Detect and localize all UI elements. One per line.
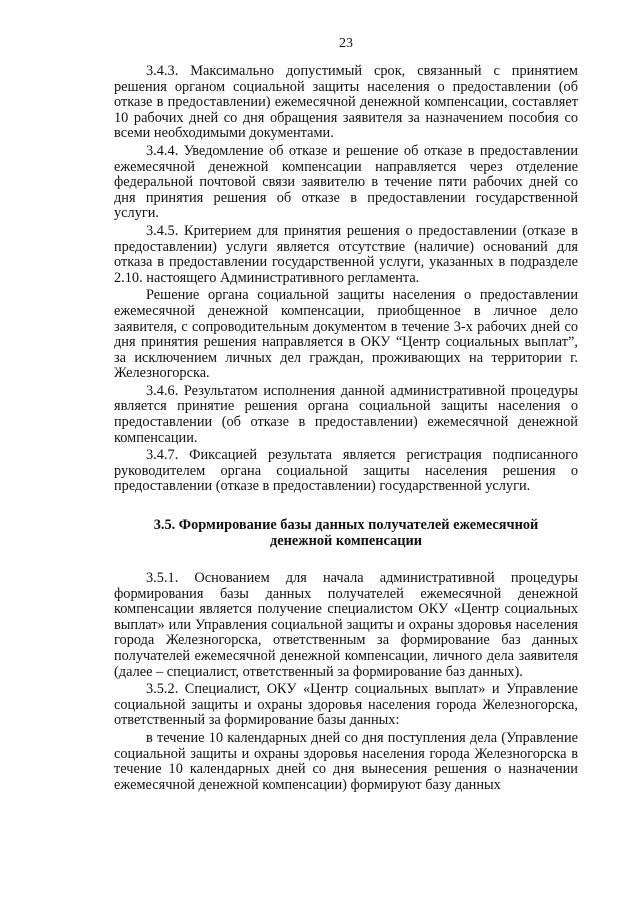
- paragraph-3-4-6: 3.4.6. Результатом исполнения данной административной процедуры является принятие решения органа социальной защиты населения о предоставлении (об отказе в предоставлении) ежемесячной денежной компенсации.: [114, 382, 578, 446]
- paragraph-3-4-4: 3.4.4. Уведомление об отказе и решение об отказе в предоставлении ежемесячной денежной компенсации направляется через отделение федеральной почтовой связи заявителю в течение пяти рабочих дней со дня принятия решения об отказе в предоставлении государственной услуги.: [114, 142, 578, 222]
- paragraph-10-days: в течение 10 календарных дней со дня поступления дела (Управление социальной защиты и охраны здоровья населения города Железногорска в течение 10 календарных дней со дня вынесения решения о назначении ежемесячной денежной компенсации) формируют базу данных: [114, 729, 578, 793]
- paragraph-3-4-7: 3.4.7. Фиксацией результата является регистрация подписанного руководителем органа социальной защиты населения решения о предоставлении (отказе в предоставлении) государственной услуги.: [114, 447, 578, 495]
- paragraph-3-5-1: 3.5.1. Основанием для начала административной процедуры формирования базы данных получателей ежемесячной денежной компенсации является получение специалистом ОКУ «Центр социальных выплат» или Управления социальной защиты и охраны здоровья населения города Железногорска, ответственным за формирование баз данных получателей ежемесячной денежной компенсации, личного дела заявителя (далее – специалист, ответственный за формирование баз данных).: [114, 570, 578, 680]
- paragraph-3-4-3: 3.4.3. Максимально допустимый срок, связанный с принятием решения органом социальной защиты населения о предоставлении (об отказе в предоставлении) ежемесячной денежной компенсации, составляет 10 рабочих дней со дня обращения заявителя за назначением пособия со всеми необходимыми документами.: [114, 63, 578, 142]
- paragraph-3-4-5: 3.4.5. Критерием для принятия решения о предоставлении (отказе в предоставлении) услуги является отсутствие (наличие) оснований для отказа в предоставлении государственной услуги, указанных в подразделе 2.10. настоящего Административного регламента.: [114, 222, 578, 286]
- paragraph-3-5-2: 3.5.2. Специалист, ОКУ «Центр социальных выплат» и Управление социальной защиты и охраны здоровья населения города Железногорска, ответственный за формирование базы данных:: [114, 681, 578, 729]
- page-number: 23: [339, 36, 353, 51]
- section-heading: 3.5. Формирование базы данных получателей ежемесячной денежной компенсации: [153, 517, 539, 550]
- paragraph-decision: Решение органа социальной защиты населения о предоставлении ежемесячной денежной компенсации, приобщенное в личное дело заявителя, с сопроводительным документом в течение 3-х рабочих дней со дня принятия решения направляется в ОКУ “Центр социальных выплат”, за исключением личных дел граждан, проживающих на территории г. Железногорска.: [114, 287, 578, 382]
